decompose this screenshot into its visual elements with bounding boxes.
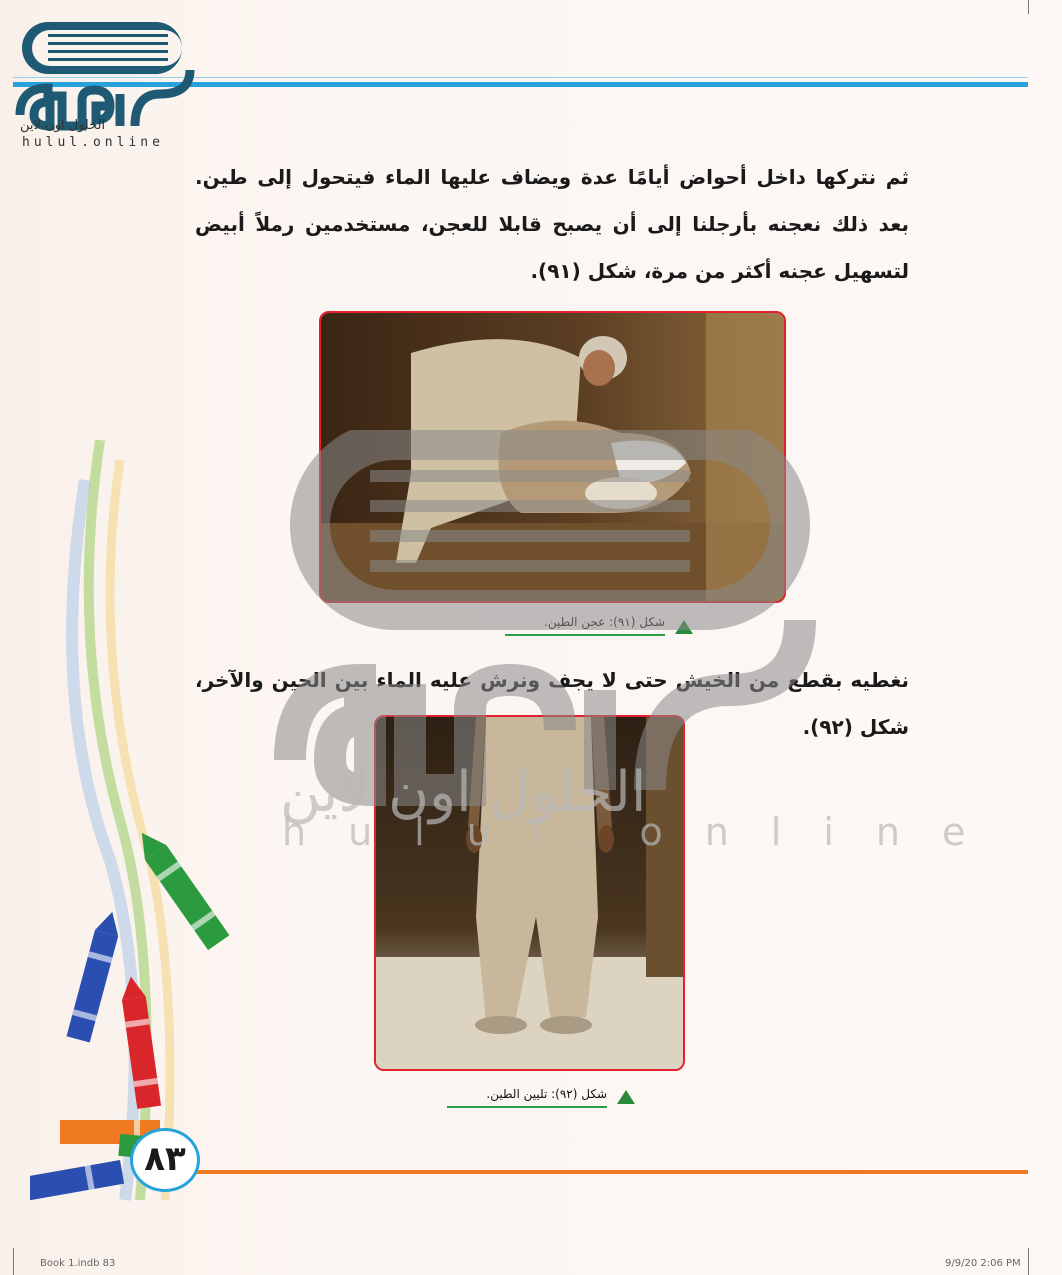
crop-mark [1028, 0, 1029, 14]
logo-english-text: hulul.online [22, 135, 164, 150]
logo-arabic-text: الحلول اون لاين [20, 118, 106, 133]
paragraph-2: نغطيه بقطع من الخيش حتى لا يجف ونرش عليه الماء بين الحين والآخر، شكل (٩٢). [195, 668, 909, 739]
figure-92-caption: شكل (٩٢): تليين الطين. [486, 1087, 607, 1101]
watermark-arabic-text: الحلول اون لاين [280, 760, 647, 825]
crayons-decoration [30, 440, 290, 1220]
page-number: ٨٣ [144, 1139, 186, 1179]
figure-91-caption: شكل (٩١): عجن الطين. [544, 615, 665, 629]
crop-mark [1028, 1248, 1029, 1275]
figure-91-photo [319, 311, 786, 603]
bottom-rule [190, 1170, 1028, 1174]
footer-file-slug: Book 1.indb 83 [40, 1258, 116, 1269]
caption-triangle-icon [675, 620, 693, 634]
crop-mark [13, 1248, 14, 1275]
caption-underline [505, 634, 665, 636]
clay-kneading-image [321, 313, 784, 601]
caption-underline [447, 1106, 607, 1108]
paragraph-1: ثم نتركها داخل أحواض أيامًا عدة ويضاف عليها الماء فيتحول إلى طين. بعد ذلك نعجنه بأرجلنا إلى أن يصبح قابلا للعجن، مستخدمين رملاً أبيض لتسهيل عجنه أكثر من مرة، شكل (٩١). [195, 165, 909, 283]
watermark-english-text: hulul.online [282, 810, 1008, 854]
footer-timestamp: 9/9/20 2:06 PM [945, 1258, 1021, 1269]
caption-triangle-icon [617, 1090, 635, 1104]
